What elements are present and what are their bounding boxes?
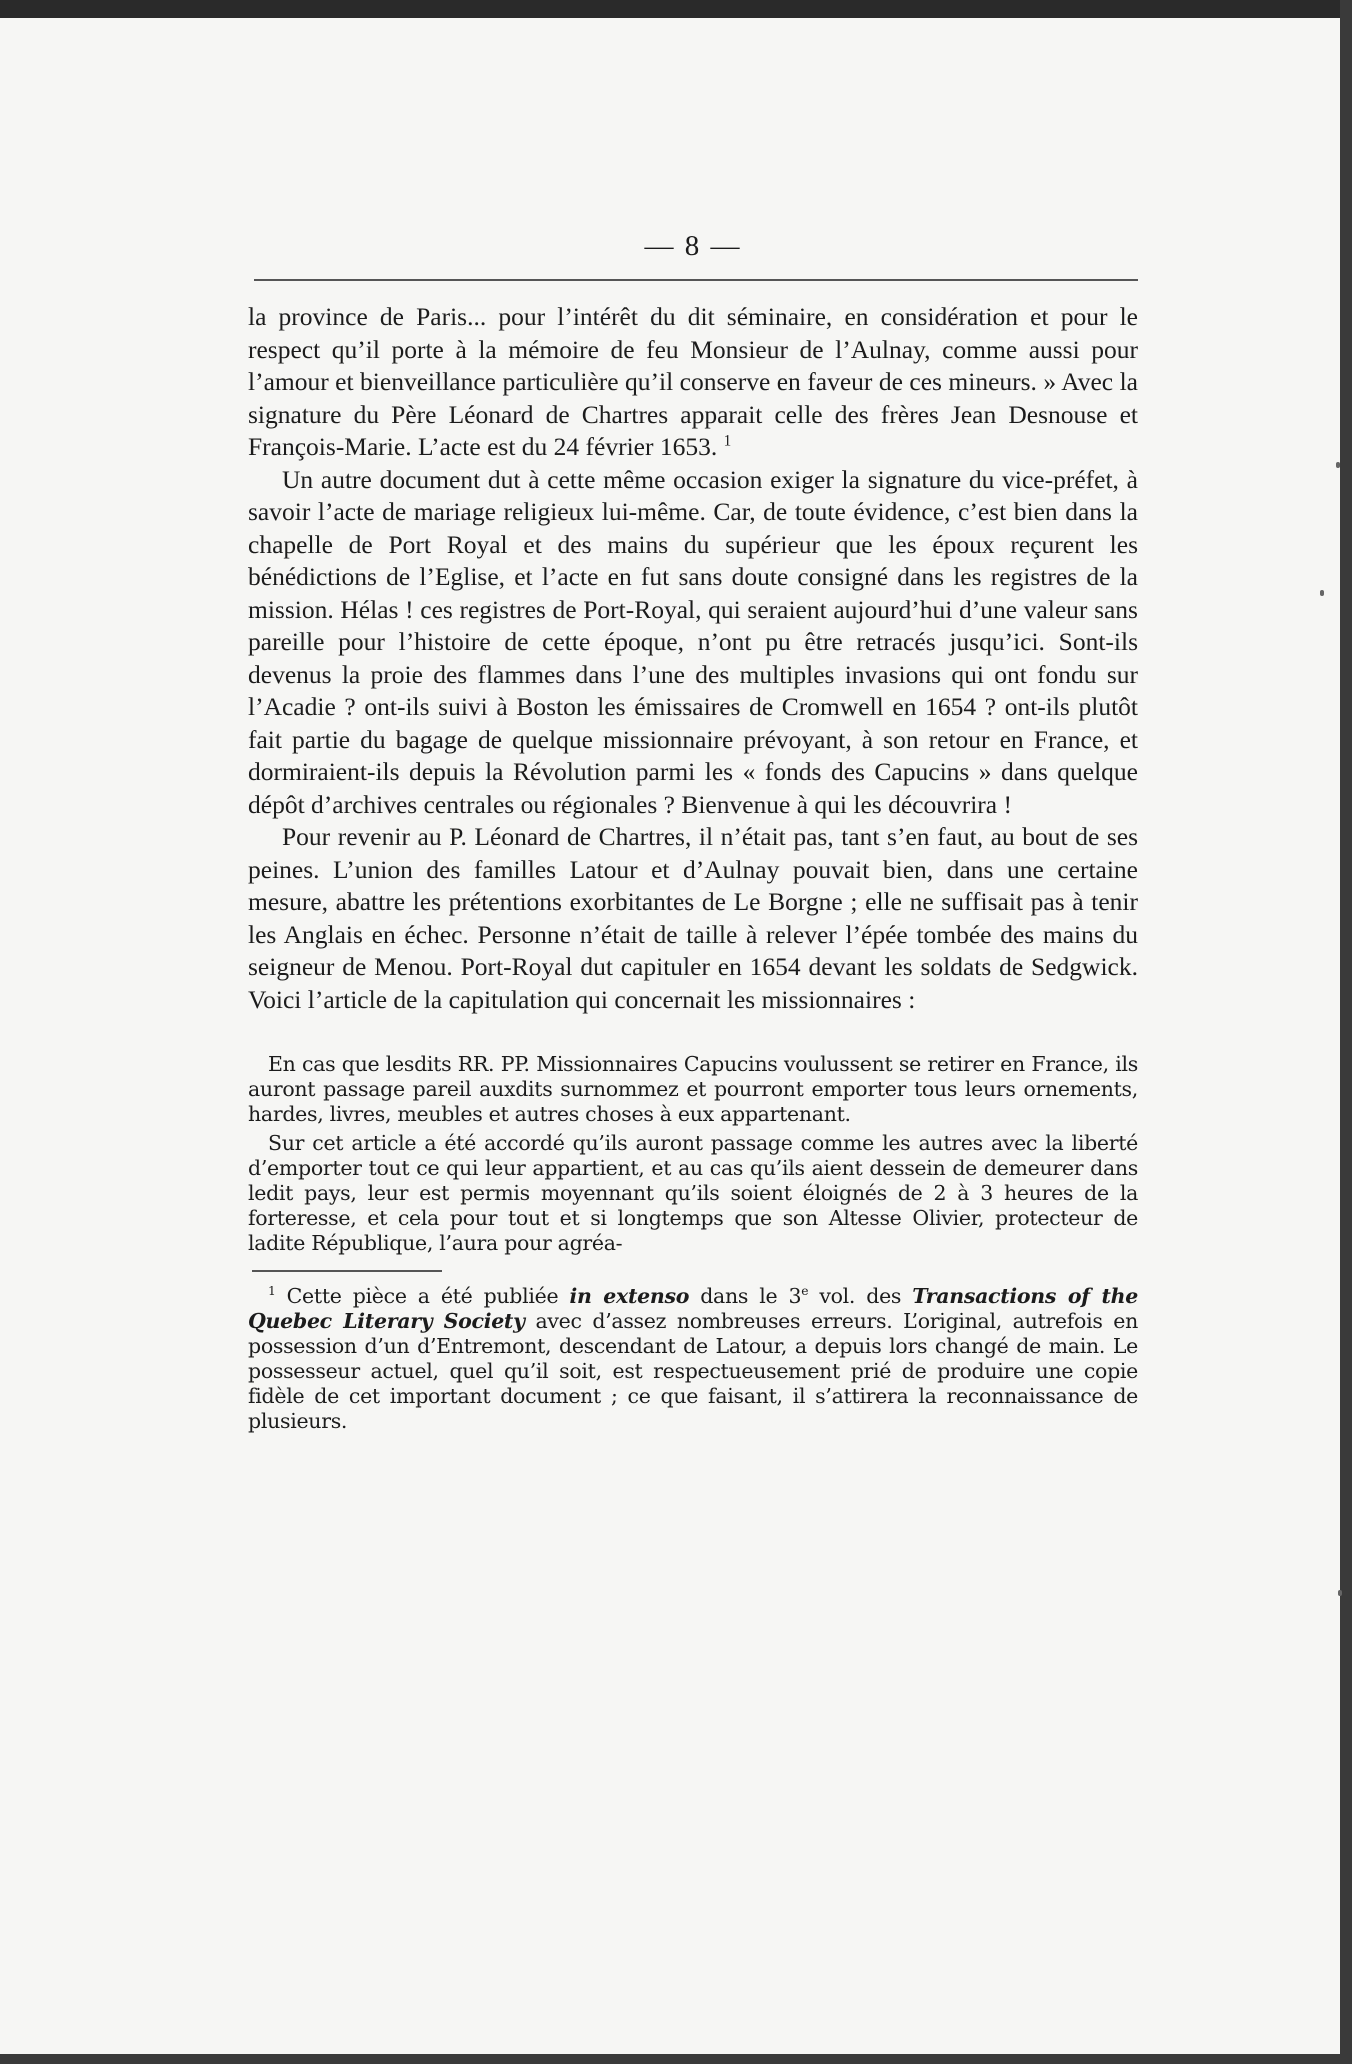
paragraph-1-text: la province de Paris... pour l’intérêt du dit séminaire, en considération et pour le respect qu’il porte à la mémoire de feu Monsieur de l’Aulnay, comme aussi pour l’amour et bienveillance particulière qu’il conserve en faveur de ces mineurs. » Avec la signature du Père Léonard de Chartres apparait celle des frères Jean Desnouse et François-Marie. L’acte est du 24 février 1653. <box>248 302 1138 461</box>
paragraph-3: Pour revenir au P. Léonard de Chartres, il n’était pas, tant s’en faut, au bout de ses peines. L’union des familles Latour et d’Aulnay pouvait bien, dans une certaine mesure, abattre les prétentions exorbitantes de Le Borgne ; elle ne suffisait pas à tenir les Anglais en échec. Personne n’était de taille à relever l’épée tombée des mains du seigneur de Menou. Port-Royal dut capituler en 1654 devant les soldats de Sedgwick. Voici l’article de la capitulation qui concernait les missionnaires : <box>248 822 1138 1014</box>
footnote-text-c: vol. des <box>819 1284 902 1308</box>
quote-paragraph-2: Sur cet article a été accordé qu’ils auront passage comme les autres avec la liberté d’emporter tout ce qui leur appartient, et au cas qu’ils aient dessein de demeurer dans ledit pays, leur est permis moyennant qu’ils soient éloignés de 2 à 3 heures de la forteresse, et cela pour tout et si longtemps que son Altesse Olivier, protecteur de ladite République, l’aura pour agréa- <box>248 1131 1138 1255</box>
footnote-reference: 1 <box>723 432 732 450</box>
header-rule <box>254 279 1138 281</box>
main-text <box>248 301 1138 1016</box>
scan-border-top <box>0 0 1352 18</box>
footnote-text-a: Cette pièce a été publiée <box>286 1284 559 1308</box>
footnote-text-d: avec d’assez nombreuses erreurs. L’original, autrefois en possession d’un d’Entremont, descendant de Latour, a depuis lors changé de main. Le possesseur actuel, quel qu’il soit, est respectueusement prié de produire une copie fidèle de cet important document ; ce que faisant, il s’attirera la reconnaissance de plusieurs. <box>248 1309 1139 1433</box>
paragraph-1 <box>248 301 1138 464</box>
scan-border-right <box>1340 0 1352 2064</box>
paragraph-2: Un autre document dut à cette même occasion exiger la signature du vice-préfet, à savoir l’acte de mariage religieux lui-même. Car, de toute évidence, c’est bien dans la chapelle de Port Royal et des mains du supérieur que les époux reçurent les bénédictions de l’Eglise, et l’acte en fut sans doute consigné dans les registres de la mission. Hélas ! ces registres de Port-Royal, qui seraient aujourd’hui d’une valeur sans pareille pour l’histoire de cette époque, n’ont pu être retracés jusqu’ici. Sont-ils devenus la proie des flammes dans l’une des multiples invasions qui ont fondu sur l’Acadie ? ont-ils suivi à Boston les émissaires de Cromwell en 1654 ? ont-ils plutôt fait partie du bagage de quelque missionnaire prévoyant, à son retour en France, et dormiraient-ils depuis la Révolution parmi les « fonds des Capucins » dans quelque dépôt d’archives centrales ou régionales ? Bienvenue à qui les découvrira ! <box>248 464 1138 819</box>
footnote-sup-e: e <box>801 1284 809 1299</box>
footnote-1 <box>248 1284 1138 1434</box>
footnote-italic-a: in extenso <box>569 1284 690 1308</box>
quote-paragraph-1: En cas que lesdits RR. PP. Missionnaires Capucins voulussent se retirer en France, ils auront passage pareil auxdits surnommez et pourront emporter tous leurs ornements, hardes, livres, meubles et autres choses à eux appartenant. <box>248 1052 1138 1126</box>
footnote-italic-b: Transactions of the Quebec Literary Society <box>248 1284 1139 1333</box>
footnote <box>248 1284 1138 1434</box>
scan-border-bottom <box>0 2054 1352 2064</box>
page-number: — 8 — <box>644 230 742 262</box>
footnote-rule <box>252 1270 442 1272</box>
capitulation-quote <box>248 1052 1138 1256</box>
document-page <box>248 230 1138 1434</box>
footnote-marker: 1 <box>268 1284 276 1299</box>
footnote-text-b: dans le 3 <box>700 1284 802 1308</box>
